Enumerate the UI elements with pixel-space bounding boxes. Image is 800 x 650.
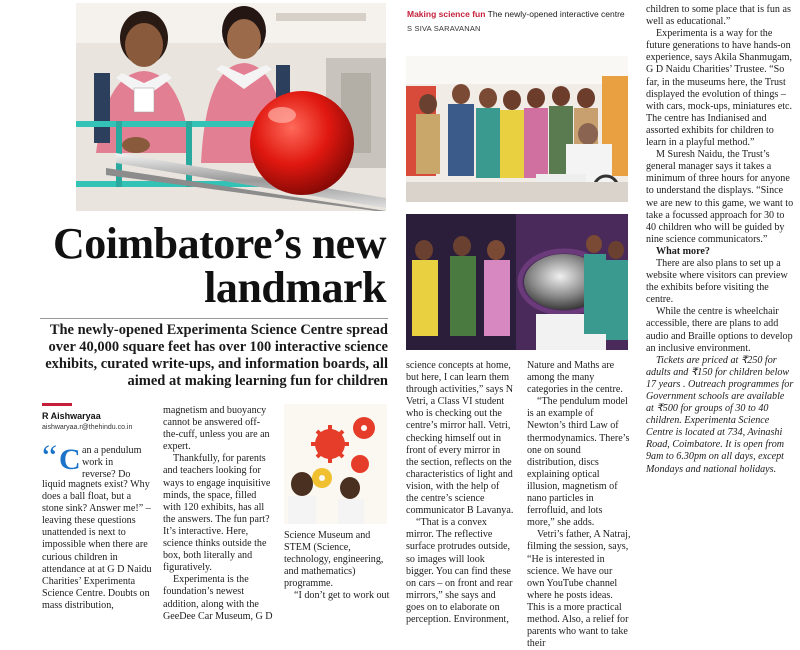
column-3	[284, 530, 390, 603]
byline-email: aishwaryaa.r@thehindu.co.in	[42, 424, 133, 431]
col6-ticket-info: Tickets are priced at ₹250 for adults and ₹150 for children below 17 years . Outreach programmes for Government schools are available at ₹500 for groups of 30 to 40 children. Experimenta Science Centre is located at 734, Avinashi Road, Coimbatore. It is open from 9am to 6.30pm on all days, except Mondays and national holidays.	[646, 354, 794, 475]
col6-paragraph-1: children to some place that is fun as well as educational.”	[646, 4, 791, 28]
col1-line-8: unattended is next to	[42, 527, 126, 539]
col1-line-3: reverse? Do	[82, 469, 131, 481]
deck-line-3: exhibits, curated write-ups, and information boards, all	[45, 356, 388, 372]
photo-caption	[407, 9, 625, 20]
caption-text: The newly-opened interactive centre	[487, 9, 625, 19]
column-5	[527, 360, 631, 650]
col6-paragraph-4: There are also plans to set up a website where visitors can preview the exhibits before visiting the centre.	[646, 257, 788, 306]
col1-line-12: Charities’ Experimenta	[42, 575, 136, 587]
col6-subhead: What more?	[656, 245, 710, 257]
byline-accent-bar	[42, 403, 72, 406]
col4-paragraph-1: science concepts at home, but here, I can learn them through activities,” says N Vetri, a Class VI student who is checking out the centre’s mirror hall. Vetri, checking himself out in front of every mirror in the section, reflects on the characteristics of light and vision, with the help of the centre’s science communicator B Lavanya.	[406, 360, 514, 517]
col1-line-9: impossible when there are	[42, 539, 148, 551]
col1-line-2: work in	[82, 457, 114, 469]
column-2	[163, 405, 275, 623]
col1-line-11: attendance at at G D Naidu	[42, 563, 152, 575]
col5-paragraph-2: “The pendulum model is an example of Newton’s third Law of thermodynamics. There’s one on sound distribution, discs explaining optical illusion, magnetism of nano particles in ferrofluid, and lots more,” she adds.	[527, 396, 630, 529]
col1-line-4: liquid magnets exist? Why	[42, 479, 150, 490]
col1-line-10: curious children in	[42, 551, 118, 563]
headline	[40, 219, 386, 312]
col1-line-6: stone sink? Answer me!” –	[42, 503, 151, 515]
col3-paragraph-2: “I don’t get to work out	[294, 590, 390, 602]
col3-paragraph-1: Science Museum and STEM (Science, technology, engineering, and mathematics) programme.	[284, 530, 384, 590]
col1-line-13: Science Centre. Doubts on	[42, 587, 150, 599]
photo-group-visitors	[406, 56, 628, 202]
drop-cap: C	[59, 443, 81, 476]
photo-children-gears	[284, 404, 387, 524]
opening-quote-mark: “	[42, 439, 58, 476]
caption-label: Making science fun	[407, 9, 486, 19]
column-1	[42, 441, 152, 612]
col6-paragraph-2: Experimenta is a way for the future generations to have hands-on experience, says Akila Shanmugam, G D Naidu Charities’ Trustee. “So far, in the museums here, the Trust displayed the evolution of things – with cars, mock-ups, miniatures etc. The centre has Indianised and assorted exhibits for children to learn in a playful method.”	[646, 28, 793, 149]
deck-rule-top	[40, 318, 388, 319]
col5-paragraph-3: Vetri’s father, A Natraj, filming the session, says, “He is interested in science. We have our own YouTube channel where he posts ideas. This is a more practical method. Also, a relief for parents who want to take their	[527, 529, 631, 650]
photo-convex-mirror-exhibit	[406, 214, 628, 350]
deck-line-4: aimed at making learning fun for children	[127, 373, 388, 389]
col2-paragraph-1: magnetism and buoyancy cannot be answered off-the-cuff, unless you are an expert.	[163, 405, 270, 453]
photo-girls-red-ball	[76, 3, 386, 211]
col1-line-14: mass distribution,	[42, 599, 114, 611]
column-6	[646, 4, 794, 476]
col1-line-1: an a pendulum	[82, 445, 142, 456]
col2-paragraph-3: Experimenta is the foundation’s newest addition, along with the GeeDee Car Museum, G D	[163, 574, 273, 622]
deck-line-1: The newly-opened Experimenta Science Centre spread	[49, 322, 388, 338]
column-4	[406, 360, 514, 626]
col1-line-7: leaving these questions	[42, 515, 136, 527]
deck	[40, 322, 388, 390]
col6-paragraph-3: M Suresh Naidu, the Trust’s general manager says it takes a minimum of three hours for anyone to understand the displays. “Since we are new to this game, we want to take a focussed approach for 30 to 40 children who will be guided by nine science communicators.”	[646, 149, 794, 245]
col6-paragraph-5: While the centre is wheelchair accessible, there are plans to add audio and Braille options to develop an inclusive environment.	[646, 306, 793, 354]
headline-line-1: Coimbatore’s new	[53, 219, 386, 268]
col1-line-5: does a ball float, but a	[42, 491, 132, 503]
col5-paragraph-1: Nature and Maths are among the many categories in the centre.	[527, 360, 623, 396]
headline-line-2: landmark	[204, 263, 386, 312]
col4-paragraph-2: “That is a convex mirror. The reflective surface protrudes outside, so images will look bigger. You can find these on cars – on front and rear mirrors,” she says and goes on to elaborate on perception. Environment,	[406, 517, 513, 625]
deck-line-2: over 40,000 square feet has over 100 interactive science	[48, 339, 388, 355]
byline-name: R Aishwaryaa	[42, 411, 101, 421]
photo-credit: S SIVA SARAVANAN	[407, 24, 481, 33]
col2-paragraph-2: Thankfully, for parents and teachers looking for ways to engage inquisitive minds, the space, filled with 120 exhibits, has all the answers. The fun part? It’s interactive. Here, science thinks outside the box, both literally and figuratively.	[163, 453, 271, 574]
